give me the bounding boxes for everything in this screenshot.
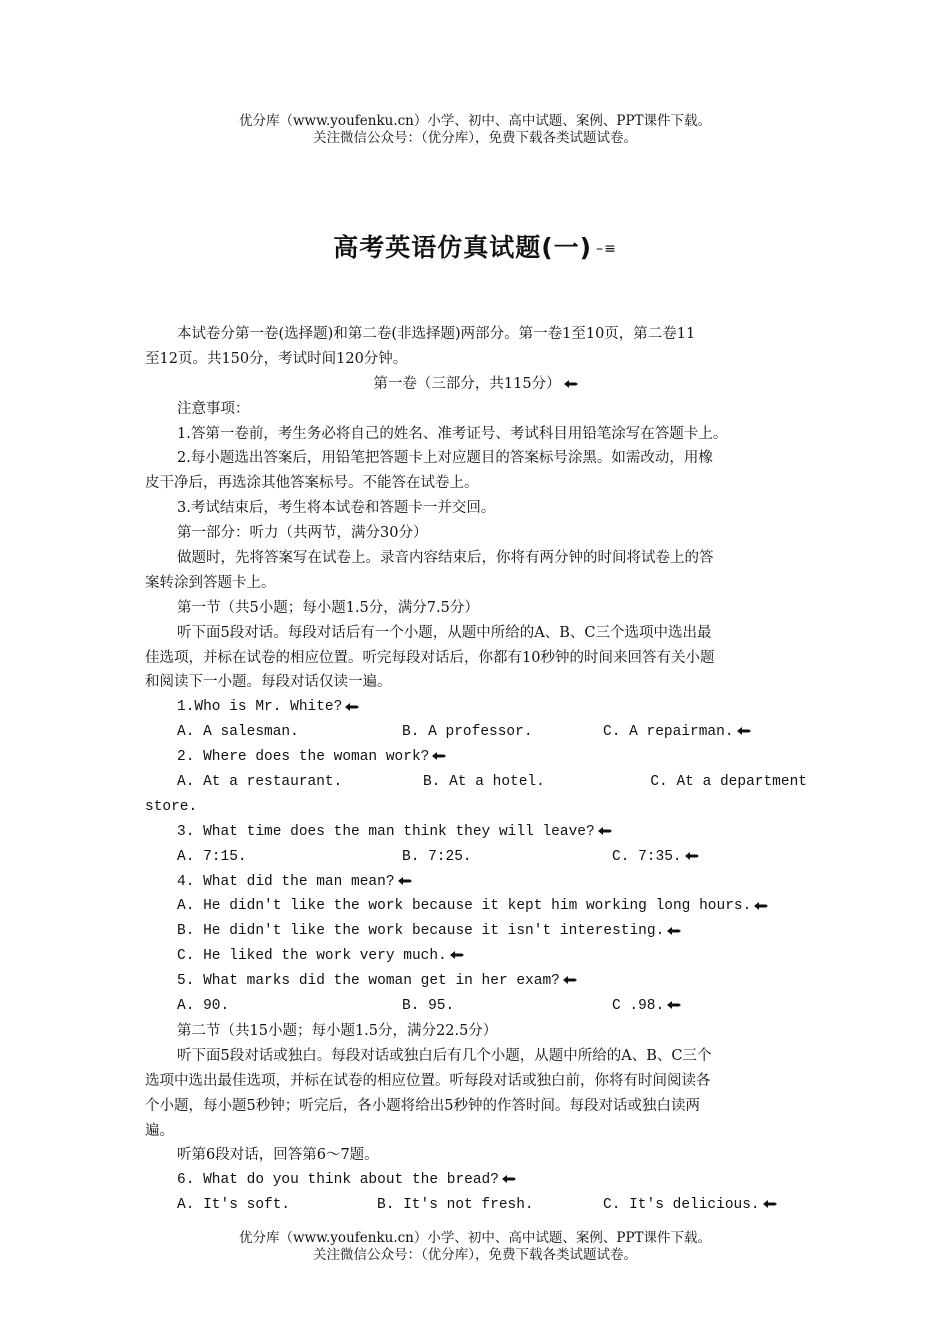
- notes-item-2-line-1: 2.每小题选出答案后，用铅笔把答题卡上对应题目的答案标号涂黑。如需改动，用橡: [177, 450, 713, 467]
- section2-instr-line-1: 听下面5段对话或独白。每段对话或独白后有几个小题，从题中所给的A、B、C三个: [177, 1047, 712, 1064]
- paragraph-mark-icon: –≡: [596, 241, 617, 257]
- question-3-option-c-text: C. 7:35.: [612, 848, 682, 865]
- question-2-option-b: B. At a hotel.: [423, 774, 545, 791]
- question-1-option-c: [603, 720, 752, 745]
- footer-line-2: 关注微信公众号：（优分库），免费下载各类试题试卷。: [313, 1247, 637, 1263]
- question-2-text: 2. Where does the woman work?: [177, 749, 430, 766]
- notes-item-3: 3.考试结束后，考生将本试卷和答题卡一并交回。: [177, 500, 496, 517]
- part1-instr-line-1: 做题时，先将答案写在试卷上。录音内容结束后，你将有两分钟的时间将试卷上的答: [177, 550, 714, 567]
- question-6-options: [145, 1193, 807, 1218]
- question-6-option-c-text: C. It's delicious.: [603, 1197, 760, 1214]
- return-arrow-icon: [666, 1000, 682, 1010]
- return-arrow-icon: [344, 702, 360, 712]
- return-arrow-icon: [753, 901, 769, 911]
- question-6-text: 6. What do you think about the bread?: [177, 1172, 499, 1189]
- question-3-stem: [145, 820, 807, 845]
- section2-heading: 第二节（共15小题；每小题1.5分，满分22.5分）: [177, 1022, 498, 1039]
- question-5-text: 5. What marks did the woman get in her exam?: [177, 973, 560, 990]
- question-5-option-c-text: C .98.: [612, 998, 665, 1015]
- question-5-option-c: [612, 994, 682, 1019]
- section1-instr-line-1: 听下面5段对话。每段对话后有一个小题，从题中所给的A、B、C三个选项中选出最: [177, 624, 712, 641]
- question-6-option-a: A. It's soft.: [177, 1197, 291, 1214]
- part1-instr-line-2: 案转涂到答题卡上。: [145, 574, 276, 591]
- question-4-option-a-text: A. He didn't like the work because it kept him working long hours.: [177, 898, 752, 915]
- return-arrow-icon: [397, 876, 413, 886]
- section1-heading: 第一节（共5小题；每小题1.5分，满分7.5分）: [177, 599, 479, 616]
- question-4-text: 4. What did the man mean?: [177, 873, 395, 890]
- volume-heading: [145, 372, 807, 397]
- question-3-option-b: B. 7:25.: [402, 848, 472, 865]
- question-1-option-c-text: C. A repairman.: [603, 724, 734, 741]
- question-3-options: [145, 845, 807, 870]
- question-3-text: 3. What time does the man think they will leave?: [177, 823, 595, 840]
- question-3-option-a: A. 7:15.: [177, 848, 247, 865]
- question-1-options: [145, 720, 807, 745]
- question-5-options: [145, 994, 807, 1019]
- notes-heading: 注意事项：: [177, 400, 250, 417]
- notes-item-2-line-2: 皮干净后，再选涂其他答案标号。不能答在试卷上。: [145, 475, 479, 492]
- return-arrow-icon: [501, 1174, 517, 1184]
- question-2-stem: [145, 745, 807, 770]
- question-4-stem: [145, 870, 807, 895]
- question-2-options: [145, 770, 807, 795]
- return-arrow-icon: [597, 826, 613, 836]
- title-text: 高考英语仿真试题(一): [333, 233, 593, 262]
- question-4-option-a: [145, 894, 807, 919]
- section1-instr-line-3: 和阅读下一小题。每段对话仅读一遍。: [145, 674, 392, 691]
- volume-heading-text: 第一卷（三部分，共115分）: [373, 375, 561, 392]
- question-1-text: 1.Who is Mr. White?: [177, 699, 343, 716]
- document-body: [145, 322, 807, 1218]
- return-arrow-icon: [449, 950, 465, 960]
- return-arrow-icon: [562, 975, 578, 985]
- page-footer: [0, 1230, 950, 1264]
- intro-line-2: 至12页。共150分，考试时间120分钟。: [145, 350, 408, 367]
- section2-instr-line-3: 个小题，每小题5秒钟；听完后，各小题将给出5秒钟的作答时间。每段对话或独白读两: [145, 1097, 700, 1114]
- return-arrow-icon: [736, 726, 752, 736]
- return-arrow-icon: [563, 379, 579, 389]
- return-arrow-icon: [684, 851, 700, 861]
- part1-heading: 第一部分：听力（共两节，满分30分）: [177, 525, 428, 542]
- footer-line-1: 优分库（www.youfenku.cn）小学、初中、高中试题、案例、PPT课件下载。: [238, 1230, 712, 1246]
- header-line-2: 关注微信公众号：（优分库），免费下载各类试题试卷。: [313, 130, 637, 146]
- question-1-option-b: B. A professor.: [402, 724, 533, 741]
- question-3-option-c: [612, 845, 700, 870]
- question-4-option-c-text: C. He liked the work very much.: [177, 948, 447, 965]
- return-arrow-icon: [762, 1199, 778, 1209]
- intro-line-1: 本试卷分第一卷(选择题)和第二卷(非选择题)两部分。第一卷1至10页，第二卷11: [177, 326, 696, 342]
- question-1-option-a: A. A salesman.: [177, 724, 299, 741]
- section1-instr-line-2: 佳选项，并标在试卷的相应位置。听完每段对话后，你都有10秒钟的时间来回答有关小题: [145, 649, 715, 666]
- return-arrow-icon: [666, 926, 682, 936]
- question-2-option-a: A. At a restaurant.: [177, 774, 343, 791]
- section2-instr-line-2: 选项中选出最佳选项，并标在试卷的相应位置。听每段对话或独白前，你将有时间阅读各: [145, 1072, 711, 1089]
- question-6-option-c: [603, 1193, 778, 1218]
- question-1-stem: [145, 695, 807, 720]
- return-arrow-icon: [431, 751, 447, 761]
- question-5-option-a: A. 90.: [177, 998, 230, 1015]
- page-header: [0, 113, 950, 147]
- question-5-option-b: B. 95.: [402, 998, 455, 1015]
- page-title: [0, 228, 950, 264]
- question-2-option-c-cont: store.: [145, 798, 198, 815]
- question-4-option-b-text: B. He didn't like the work because it isn't interesting.: [177, 923, 665, 940]
- question-5-stem: [145, 969, 807, 994]
- question-6-stem: [145, 1168, 807, 1193]
- question-6-option-b: B. It's not fresh.: [377, 1197, 534, 1214]
- question-4-option-c: [145, 944, 807, 969]
- notes-item-1: 1.答第一卷前，考生务必将自己的姓名、准考证号、考试科目用铅笔涂写在答题卡上。: [177, 425, 728, 442]
- dialogue-6-heading: 听第6段对话，回答第6～7题。: [177, 1147, 379, 1164]
- question-4-option-b: [145, 919, 807, 944]
- question-2-option-c: C. At a department: [650, 774, 807, 791]
- section2-instr-line-4: 遍。: [145, 1122, 174, 1139]
- header-line-1: 优分库（www.youfenku.cn）小学、初中、高中试题、案例、PPT课件下载。: [238, 113, 712, 129]
